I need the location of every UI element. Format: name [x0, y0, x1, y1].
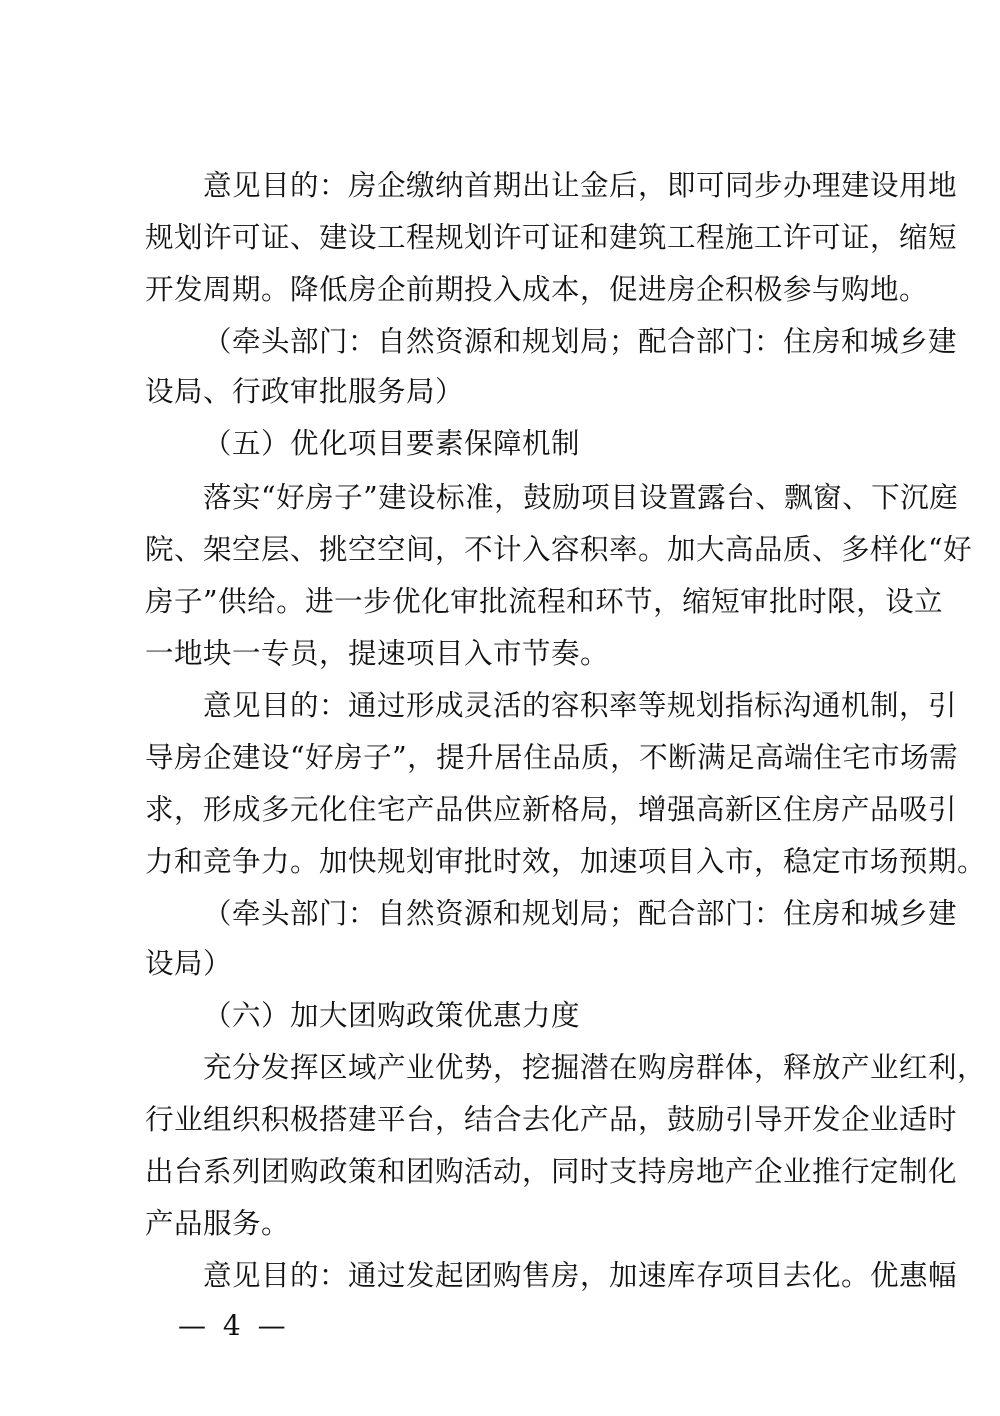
paragraph-line: 意见目的：通过形成灵活的容积率等规划指标沟通机制，引 [203, 689, 958, 722]
paragraph-line: 规划许可证、建设工程规划许可证和建筑工程施工许可证，缩短 [145, 221, 958, 254]
section-heading: （六）加大团购政策优惠力度 [203, 999, 581, 1032]
paragraph-line: 开发周期。降低房企前期投入成本，促进房企积极参与购地。 [145, 273, 929, 306]
paragraph-line: 力和竞争力。加快规划审批时效，加速项目入市，稳定市场预期。 [145, 845, 987, 878]
page-number: — 4 — [178, 1309, 290, 1342]
paragraph-line: 意见目的：房企缴纳首期出让金后，即可同步办理建设用地 [203, 169, 958, 202]
section-heading: （五）优化项目要素保障机制 [203, 427, 581, 460]
paragraph-line: 落实“好房子”建设标准，鼓励项目设置露台、飘窗、下沉庭 [203, 481, 959, 514]
paragraph-line: 充分发挥区域产业优势，挖掘潜在购房群体，释放产业红利， [203, 1051, 987, 1084]
paragraph-line: 产品服务。 [145, 1207, 291, 1240]
paragraph-line: 导房企建设“好房子”，提升居住品质，不断满足高端住宅市场需 [145, 741, 959, 774]
paragraph-line: 设局） [145, 947, 233, 980]
paragraph-line: 行业组织积极搭建平台，结合去化产品，鼓励引导开发企业适时 [145, 1103, 958, 1136]
paragraph-line: （牵头部门：自然资源和规划局；配合部门：住房和城乡建 [203, 897, 958, 930]
paragraph-line: （牵头部门：自然资源和规划局；配合部门：住房和城乡建 [203, 325, 958, 358]
paragraph-line: 一地块一专员，提速项目入市节奏。 [145, 637, 610, 670]
paragraph-line: 房子”供给。进一步优化审批流程和环节，缩短审批时限，设立 [145, 585, 944, 618]
paragraph-line: 意见目的：通过发起团购售房，加速库存项目去化。优惠幅 [203, 1259, 958, 1292]
paragraph-line: 出台系列团购政策和团购活动，同时支持房地产企业推行定制化 [145, 1155, 958, 1188]
paragraph-line: 求，形成多元化住宅产品供应新格局，增强高新区住房产品吸引 [145, 793, 958, 826]
paragraph-line: 院、架空层、挑空空间，不计入容积率。加大高品质、多样化“好 [145, 533, 973, 566]
paragraph-line: 设局、行政审批服务局） [145, 375, 465, 408]
